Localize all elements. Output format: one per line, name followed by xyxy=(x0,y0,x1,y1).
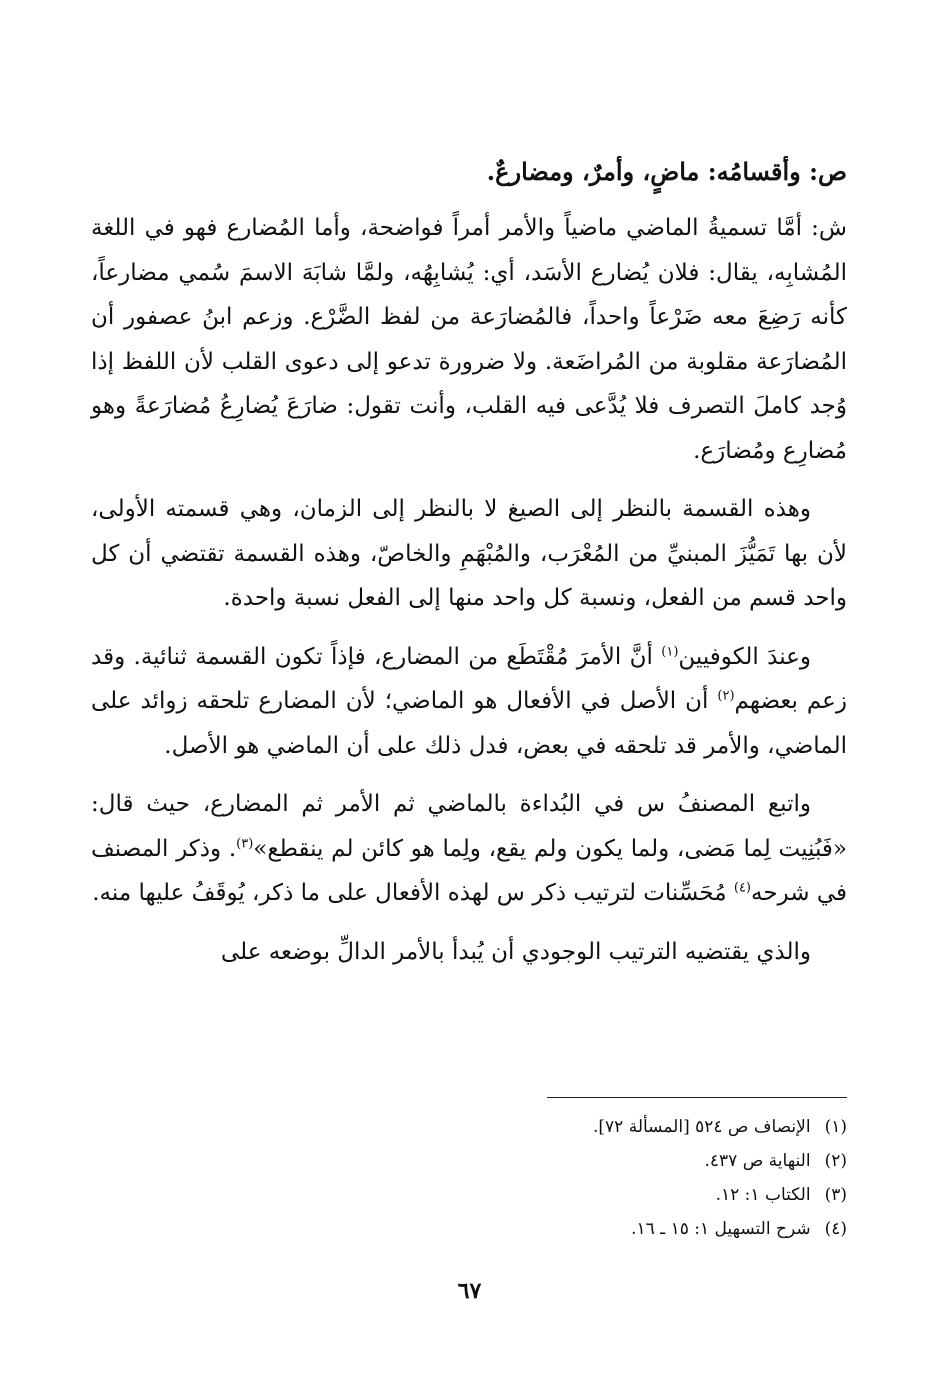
paragraph-4-part-1: واتبع المصنفُ س في البُداءة بالماضي ثم الأمر ثم المضارع، حيث قال: «فَبُنِيت لِما مَضى، ولما يكون ولم يقع، ولِما هو كائن لم ينقطع» xyxy=(91,791,847,862)
footnote-text: الإنصاف ص ٥٢٤ [المسألة ٧٢]. xyxy=(592,1117,811,1137)
footnote-ref-2[interactable]: (٢) xyxy=(717,688,735,704)
paragraph-4-part-2: . وذكر المصنف في شرحه xyxy=(91,835,847,906)
paragraph-3-part-2: أنَّ الأمرَ مُقْتَطَع من المضارع، فإذاً تكون القسمة ثنائية. وقد زعم بعضهم xyxy=(91,643,847,714)
paragraph-3 xyxy=(91,635,847,769)
footnote-number: (٣) xyxy=(824,1185,847,1205)
footnote-number: (٢) xyxy=(824,1151,847,1171)
paragraph-4-part-3: مُحَسِّنات لترتيب ذكر س لهذه الأفعال على ما ذكر، يُوقَفُ عليها منه. xyxy=(92,880,734,906)
footnote-ref-3[interactable]: (٣) xyxy=(236,835,254,851)
paragraph-3-part-3: أن الأصل في الأفعال هو الماضي؛ لأن المضارع تلحقه زوائد على الماضي، والأمر قد تلحقه في بعض، فدل ذلك على أن الماضي هو الأصل. xyxy=(91,688,847,759)
footnote-number: (١) xyxy=(824,1117,847,1137)
paragraph-1: ش: أمَّا تسميةُ الماضي ماضياً والأمر أمراً فواضحة، وأما المُضارع فهو في اللغة المُشابِه، يقال: فلان يُضارع الأسَد، أي: يُشابِهُه، ولمَّا شابَهَ الاسمَ سُمي مضارعاً، كأنه رَضِعَ معه ضَرْعاً واحداً، فالمُضارَعة من لفظ الضَّرْع. وزعم ابنُ عصفور أن المُضارَعة مقلوبة من المُراضَعة. ولا ضرورة تدعو إلى دعوى القلب لأن اللفظ إذا وُجد كاملَ التصرف فلا يُدَّعى فيه القلب، وأنت تقول: ضارَعَ يُضارِعُ مُضارَعةً وهو مُضارِع ومُضارَع. xyxy=(91,215,847,464)
section-heading: ص: وأقسامُه: ماضٍ، وأمرٌ، ومضارعٌ. xyxy=(486,157,847,186)
paragraph-2: وهذه القسمة بالنظر إلى الصيغ لا بالنظر إلى الزمان، وهي قسمته الأولى، لأن بها تَمَيُّزَ المبنيِّ من المُعْرَب، والمُبْهَمِ والخاصّ، وهذه القسمة تقتضي أن كل واحد قسم من الفعل، ونسبة كل واحد منها إلى الفعل نسبة واحدة. xyxy=(91,496,847,611)
main-text xyxy=(91,150,847,988)
paragraph-5: والذي يقتضيه الترتيب الوجودي أن يُبدأ بالأمر الدالِّ بوضعه على xyxy=(220,938,811,965)
footnote-1 xyxy=(91,1110,847,1144)
footnote-3 xyxy=(91,1178,847,1212)
footnote-text: الكتاب ١: ١٢. xyxy=(715,1185,811,1205)
page-number: ٦٧ xyxy=(457,1278,482,1304)
footnote-text: شرح التسهيل ١: ١٥ ـ ١٦. xyxy=(631,1219,811,1239)
footnote-text: النهاية ص ٤٣٧. xyxy=(704,1151,811,1171)
paragraph-3-part-1: وعندَ الكوفيين xyxy=(678,643,811,670)
footnote-ref-1[interactable]: (١) xyxy=(661,643,679,659)
footnote-divider xyxy=(547,1097,847,1098)
paragraph-4 xyxy=(91,782,847,916)
footnote-4 xyxy=(91,1212,847,1246)
footnotes-list xyxy=(91,1110,847,1246)
footnote-number: (٤) xyxy=(824,1219,847,1239)
footnote-ref-4[interactable]: (٤) xyxy=(733,880,751,896)
footnote-2 xyxy=(91,1144,847,1178)
